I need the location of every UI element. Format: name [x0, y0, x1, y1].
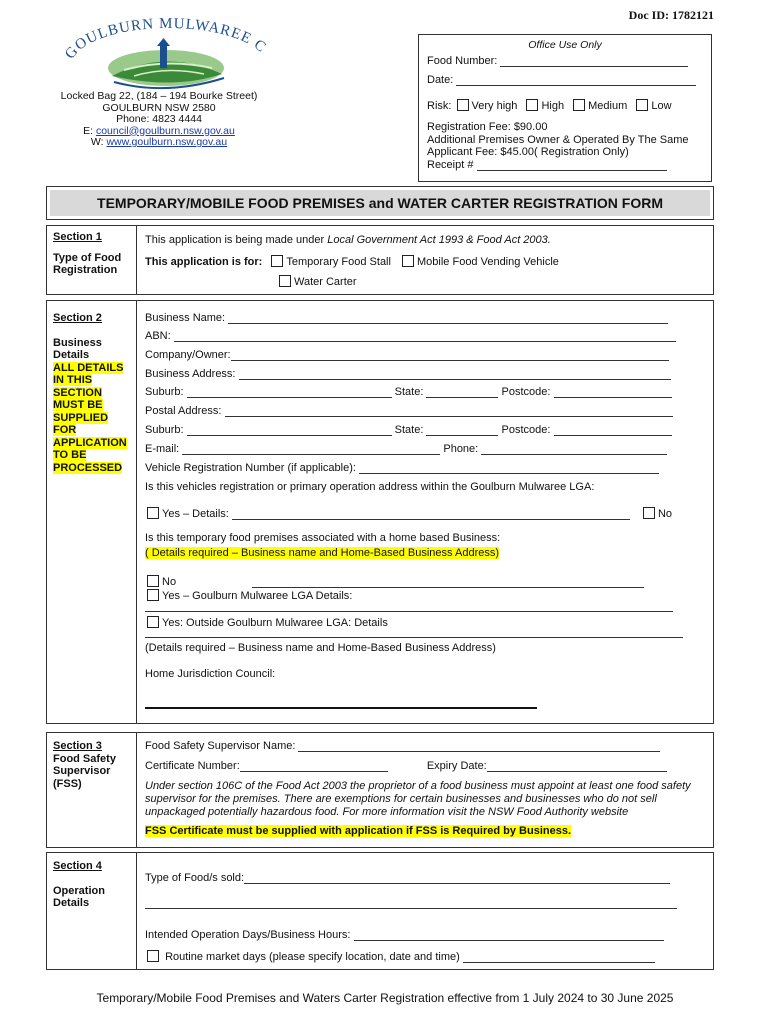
fss-cert-required: FSS Certificate must be supplied with application if FSS is Required by Business. [145, 825, 572, 837]
postcode-label: Postcode: [501, 386, 551, 398]
risk-very-high-checkbox[interactable] [457, 99, 469, 111]
home-no-checkbox[interactable] [147, 575, 159, 587]
address-line1: Locked Bag 22, (184 – 194 Bourke Street) [60, 90, 258, 102]
section-2-warning: ALL DETAILS IN THIS SECTION MUST BE SUPPLIED FOR APPLICATION TO BE PROCESSED [53, 361, 127, 474]
lga-no-label: No [657, 508, 673, 520]
section-4-sub: Operation Details [53, 884, 105, 909]
form-title-box [46, 186, 714, 220]
risk-very-high-label: Very high [471, 100, 518, 112]
vehicle-rego-label: Vehicle Registration Number (if applicable): [145, 462, 356, 474]
section-4-label: Section 4 [53, 860, 102, 872]
home-council-field[interactable] [145, 707, 537, 709]
business-address-field[interactable] [239, 379, 671, 380]
form-title: TEMPORARY/MOBILE FOOD PREMISES and WATER CARTER REGISTRATION FORM [50, 190, 710, 216]
registration-fee: Registration Fee: $90.00 [427, 121, 548, 133]
risk-high-checkbox[interactable] [526, 99, 538, 111]
section-1-sub: Type of Food Registration [53, 251, 122, 276]
address-phone: Phone: 4823 4444 [116, 113, 202, 125]
temporary-food-stall-checkbox[interactable] [271, 255, 283, 267]
footer-note: Temporary/Mobile Food Premises and Waters Carter Registration effective from 1 July 2024 to 30 June 2025 [96, 991, 674, 1005]
section-1-label: Section 1 [53, 231, 102, 243]
lga-yes-checkbox[interactable] [147, 507, 159, 519]
email-link[interactable]: council@goulburn.nsw.gov.au [95, 124, 235, 137]
food-sold-field[interactable] [244, 883, 670, 884]
lga-no-checkbox[interactable] [643, 507, 655, 519]
risk-label: Risk: [427, 100, 452, 112]
lga-yes-label: Yes – Details: [162, 508, 229, 520]
hours-label: Intended Operation Days/Business Hours: [145, 929, 351, 941]
postal-address-label: Postal Address: [145, 405, 222, 417]
web-prefix: W: [90, 136, 107, 148]
risk-low-checkbox[interactable] [636, 99, 648, 111]
mobile-food-vehicle-label: Mobile Food Vending Vehicle [417, 256, 559, 268]
section-2 [46, 300, 714, 724]
water-carter-checkbox[interactable] [279, 275, 291, 287]
phone-field[interactable] [481, 454, 667, 455]
logo-text: GOULBURN MULWAREE C [62, 18, 270, 63]
hours-field[interactable] [354, 940, 664, 941]
additional-premises-2: Applicant Fee: $45.00( Registration Only) [427, 146, 629, 158]
business-name-field[interactable] [228, 323, 668, 324]
food-number-label: Food Number: [427, 55, 498, 67]
postal-postcode-label: Postcode: [501, 424, 551, 436]
market-days-field[interactable] [463, 962, 655, 963]
business-name-label: Business Name: [145, 312, 226, 324]
market-days-checkbox[interactable] [147, 950, 159, 962]
company-owner-label: Company/Owner: [145, 349, 231, 361]
market-days-label: Routine market days (please specify location, date and time) [165, 951, 460, 963]
postal-state-field[interactable] [426, 435, 498, 436]
fss-name-field[interactable] [298, 751, 660, 752]
home-business-question: Is this temporary food premises associated with a home based Business: [145, 532, 501, 544]
risk-medium-label: Medium [588, 100, 628, 112]
home-yes-gm-label: Yes – Goulburn Mulwaree LGA Details: [162, 590, 353, 602]
mobile-food-vehicle-checkbox[interactable] [402, 255, 414, 267]
website-link[interactable]: www.goulburn.nsw.gov.au [106, 136, 228, 148]
food-number-field[interactable] [500, 66, 688, 67]
risk-high-label: High [541, 100, 565, 112]
address-line2: GOULBURN NSW 2580 [102, 101, 216, 114]
section-3-sub: Food Safety Supervisor (FSS) [53, 752, 116, 790]
section-3 [46, 732, 714, 848]
state-label: State: [394, 386, 424, 398]
postal-address-field[interactable] [225, 416, 673, 417]
postal-postcode-field[interactable] [554, 435, 672, 436]
company-owner-field[interactable] [231, 360, 669, 361]
postcode-field[interactable] [554, 397, 672, 398]
email-prefix: E: [83, 124, 96, 137]
additional-premises-1: Additional Premises Owner & Operated By The Same [427, 133, 689, 146]
food-sold-field-2[interactable] [145, 908, 677, 909]
postal-suburb-label: Suburb: [145, 424, 184, 436]
section-2-label: Section 2 [53, 312, 102, 324]
date-field[interactable] [456, 85, 696, 86]
home-no-label: No [162, 576, 177, 588]
section-1 [46, 225, 714, 295]
home-yes-outside-label: Yes: Outside Goulburn Mulwaree LGA: Details [162, 617, 388, 629]
receipt-label: Receipt # [427, 158, 474, 171]
water-carter-label: Water Carter [294, 276, 357, 288]
section-4 [46, 852, 714, 970]
office-use-heading: Office Use Only [528, 39, 602, 51]
postal-suburb-field[interactable] [187, 435, 392, 436]
council-address [52, 91, 266, 149]
abn-label: ABN: [145, 330, 171, 342]
phone-label: Phone: [443, 443, 479, 455]
office-use-box [418, 34, 712, 182]
vehicle-rego-field[interactable] [359, 473, 659, 474]
expiry-field[interactable] [487, 771, 667, 772]
cert-number-label: Certificate Number: [145, 760, 240, 772]
home-no-line [252, 587, 644, 588]
section-2-sub: Business Details [53, 336, 102, 361]
home-council-label: Home Jurisdiction Council: [145, 668, 276, 680]
section-3-label: Section 3 [53, 740, 102, 752]
date-label: Date: [427, 74, 454, 86]
email-label: E-mail: [145, 443, 180, 455]
postal-state-label: State: [394, 424, 424, 436]
home-outside-details-field[interactable] [145, 637, 683, 638]
risk-low-label: Low [651, 100, 672, 112]
abn-field[interactable] [174, 341, 676, 342]
business-address-label: Business Address: [145, 368, 236, 380]
suburb-field[interactable] [187, 397, 392, 398]
state-field[interactable] [426, 397, 498, 398]
doc-id: Doc ID: 1782121 [628, 8, 714, 22]
fss-note: Under section 106C of the Food Act 2003 the proprietor of a food business must appoint at least one food safety supervisor for the premises. There are exemptions for certain businesses and businesses who do not sell unpackaged potentially hazardous food. For more information visit the NSW Food Authority website [145, 780, 691, 818]
home-gm-details-field[interactable] [145, 611, 673, 612]
risk-medium-checkbox[interactable] [573, 99, 585, 111]
food-sold-label: Type of Food/s sold: [145, 872, 245, 884]
receipt-field[interactable] [477, 170, 667, 171]
council-logo [54, 18, 274, 94]
lga-details-field[interactable] [232, 519, 630, 520]
application-for-label: This application is for: [145, 256, 263, 268]
email-field[interactable] [182, 454, 440, 455]
fss-name-label: Food Safety Supervisor Name: [145, 740, 296, 752]
details-required-note: (Details required – Business name and Home-Based Business Address) [145, 642, 496, 654]
section-1-intro-acts: Local Government Act 1993 & Food Act 2003. [327, 234, 551, 246]
suburb-label: Suburb: [145, 386, 184, 398]
section-1-intro: This application is being made under [145, 234, 328, 246]
cert-number-field[interactable] [240, 771, 388, 772]
expiry-label: Expiry Date: [426, 760, 487, 772]
temporary-food-stall-label: Temporary Food Stall [286, 256, 391, 268]
home-business-required: ( Details required – Business name and Home-Based Business Address) [145, 547, 500, 559]
lga-question: Is this vehicles registration or primary operation address within the Goulburn Mulwaree LGA: [145, 481, 595, 493]
